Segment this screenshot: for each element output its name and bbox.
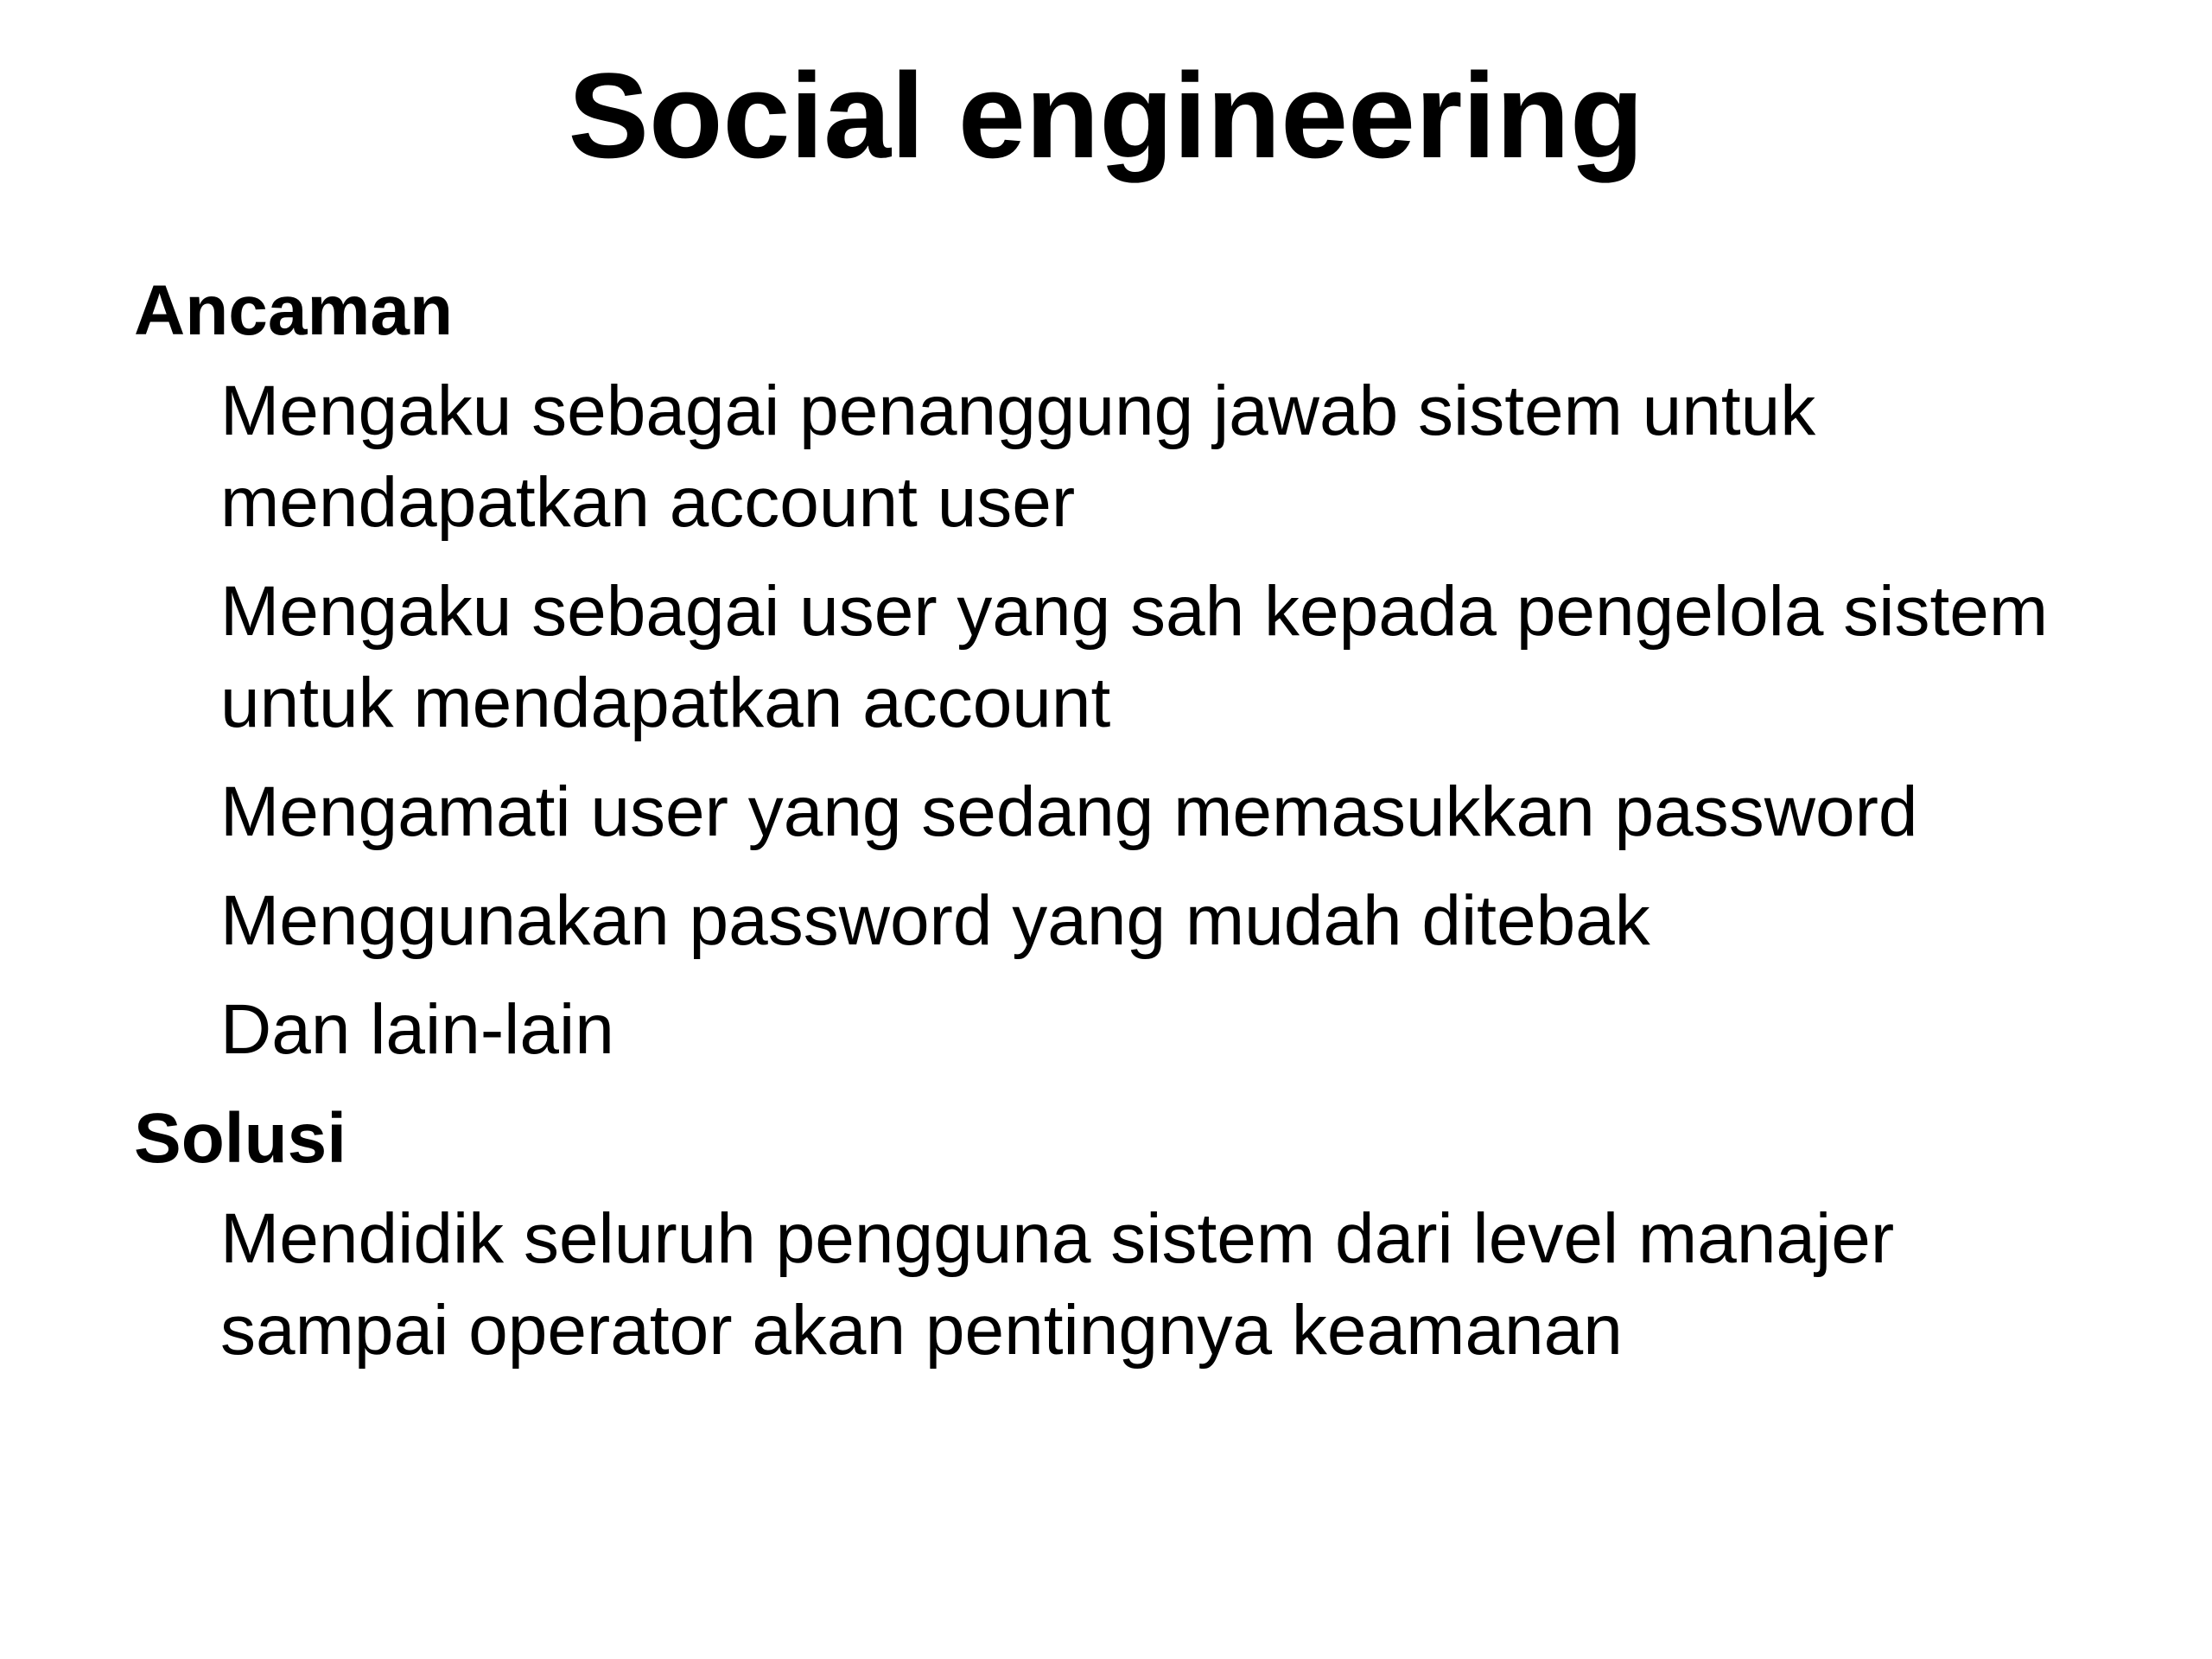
section-solusi (134, 1091, 2121, 1376)
list-item: Mengamati user yang sedang memasukkan password (220, 772, 1918, 851)
section-heading: Ancaman (134, 271, 454, 350)
list-item: Mengaku sebagai user yang sah kepada pengelola sistem untuk mendapatkan account (220, 572, 2049, 742)
list-item: Dan lain-lain (220, 990, 614, 1069)
list-item: Mengaku sebagai penanggung jawab sistem untuk mendapatkan account user (220, 372, 1816, 542)
threat-list (134, 365, 2121, 1076)
solution-list (134, 1193, 2121, 1376)
list-item: Menggunakan password yang mudah ditebak (220, 881, 1650, 960)
section-heading: Solusi (134, 1099, 347, 1178)
section-ancaman (134, 264, 2121, 1076)
slide-title: Social engineering (568, 48, 1644, 183)
slide-content (134, 264, 2121, 1392)
list-item: Mendidik seluruh pengguna sistem dari level manajer sampai operator akan pentingnya keamanan (220, 1199, 1895, 1370)
